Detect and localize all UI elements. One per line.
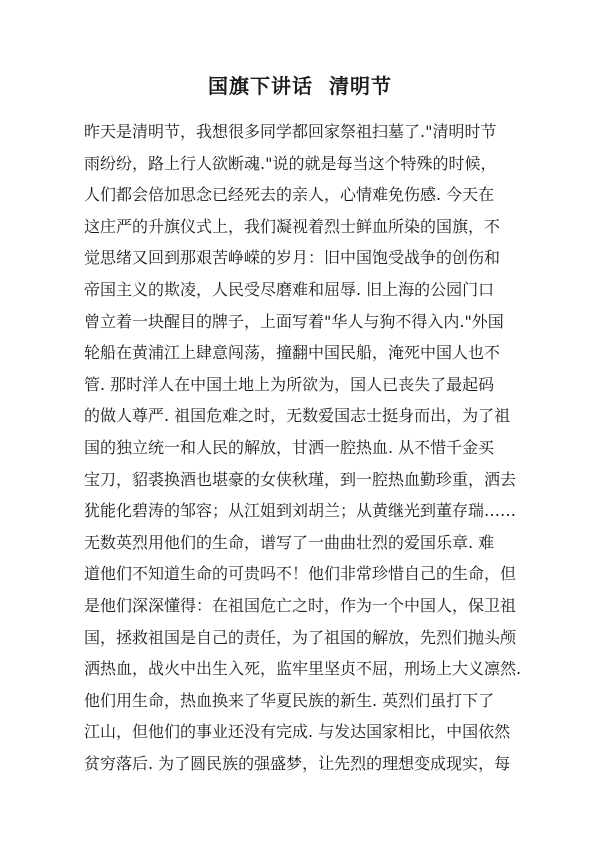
text-line: 人们都会倍加思念已经死去的亲人，心情难免伤感. 今天在 [84, 185, 495, 205]
text-line: 国，拯救祖国是自己的责任，为了祖国的解放，先烈们抛头颅 [84, 627, 517, 647]
text-line: 管. 那时洋人在中国土地上为所欲为，国人已丧失了最起码 [84, 374, 495, 394]
text-line: 轮船在黄浦江上肆意闯荡，撞翻中国民船，淹死中国人也不 [84, 343, 501, 363]
text-line: 他们用生命，热血换来了华夏民族的新生. 英烈们虽打下了 [84, 690, 495, 710]
text-line: 是他们深深懂得：在祖国危亡之时，作为一个中国人，保卫祖 [84, 595, 517, 615]
text-line: 这庄严的升旗仪式上，我们凝视着烈士鲜血所染的国旗，不 [84, 216, 501, 236]
text-line: 曾立着一块醒目的牌子，上面写着"华人与狗不得入内."外国 [84, 311, 504, 331]
text-line: 宝刀，貂裘换酒也堪豪的女侠秋瑾，到一腔热血勤珍重，洒去 [84, 469, 517, 489]
text-line: 昨天是清明节，我想很多同学都回家祭祖扫墓了."清明时节 [84, 122, 497, 141]
text-line: 洒热血，战火中出生入死，监牢里坚贞不屈，刑场上大义凛然. [84, 659, 522, 679]
text-line: 无数英烈用他们的生命，谱写了一曲曲壮烈的爱国乐章. 难 [84, 532, 495, 552]
text-line: 国的独立统一和人民的解放，甘洒一腔热血. 从不惜千金买 [84, 437, 495, 457]
text-line: 贫穷落后. 为了圆民族的强盛梦，让先烈的理想变成现实，每 [84, 753, 511, 773]
body-text [84, 116, 524, 779]
text-line: 的做人尊严. 祖国危难之时，无数爱国志士挺身而出，为了祖 [84, 406, 511, 426]
text-line: 江山，但他们的事业还没有完成. 与发达国家相比，中国依然 [84, 722, 511, 742]
text-line: 道他们不知道生命的可贵吗不！他们非常珍惜自己的生命，但 [84, 564, 517, 584]
text-line: 犹能化碧涛的邹容；从江姐到刘胡兰；从黄继光到董存瑞…… [84, 501, 517, 521]
text-line: 帝国主义的欺凌，人民受尽磨难和屈辱. 旧上海的公园门口 [84, 279, 495, 299]
page-title: 国旗下讲话 清明节 [208, 74, 392, 98]
text-line: 觉思绪又回到那艰苦峥嵘的岁月：旧中国饱受战争的创伤和 [84, 248, 501, 268]
text-line: 雨纷纷，路上行人欲断魂."说的就是每当这个特殊的时候， [84, 153, 497, 173]
